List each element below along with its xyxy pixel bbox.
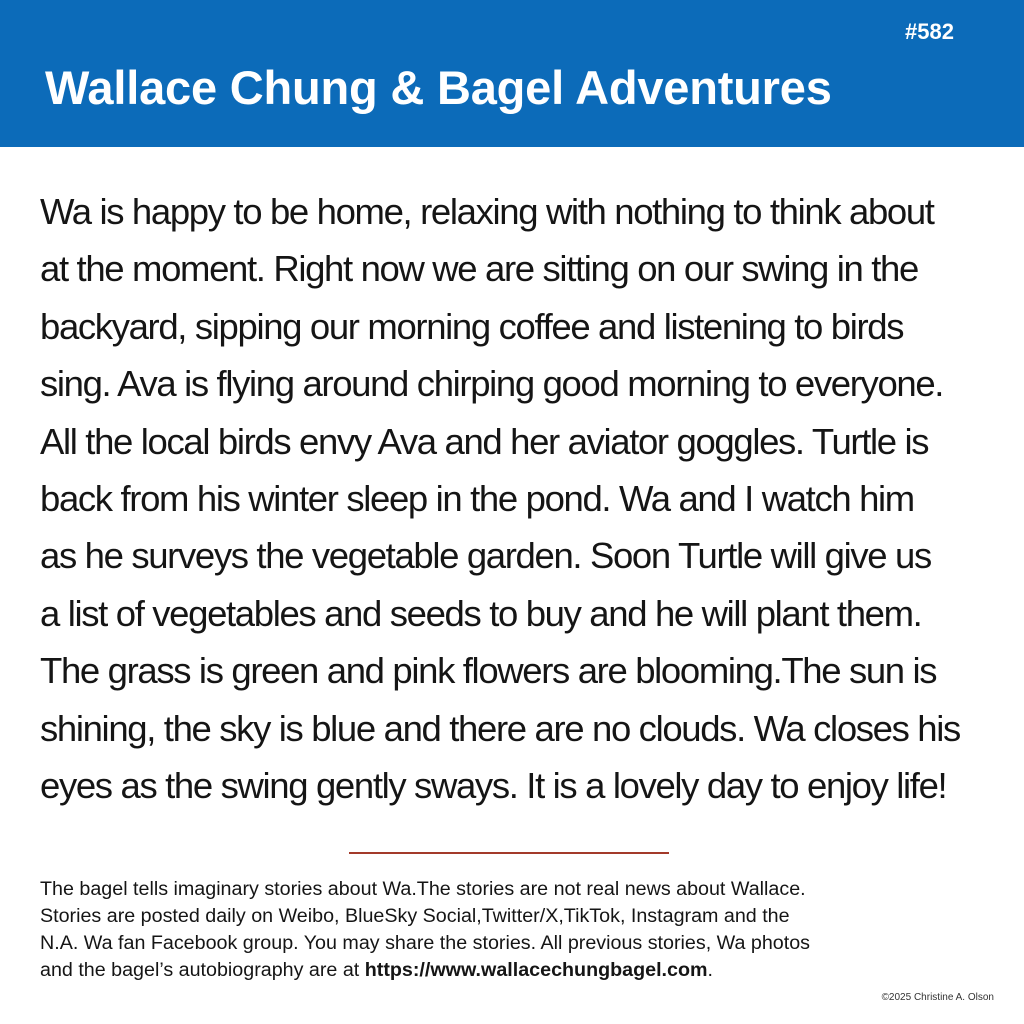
- footer-link-prefix: and the bagel’s autobiography are at: [40, 959, 365, 981]
- story-line: back from his winter sleep in the pond. Wa and I watch him: [40, 477, 914, 519]
- footer-line: The bagel tells imaginary stories about Wa.The stories are not real news about Wallace.: [40, 878, 806, 900]
- story-line: shining, the sky is blue and there are no clouds. Wa closes his: [40, 707, 960, 749]
- story-line: at the moment. Right now we are sitting on our swing in the: [40, 248, 918, 290]
- story-text: [40, 183, 1008, 814]
- story-line: as he surveys the vegetable garden. Soon Turtle will give us: [40, 535, 931, 577]
- story-line: sing. Ava is flying around chirping good morning to everyone.: [40, 363, 944, 405]
- section-divider: [349, 852, 669, 854]
- story-number: #582: [905, 19, 954, 44]
- footer-disclaimer: [40, 876, 1000, 984]
- header-banner: [0, 0, 1024, 147]
- page-title: Wallace Chung & Bagel Adventures: [45, 61, 832, 114]
- footer-line: N.A. Wa fan Facebook group. You may share the stories. All previous stories, Wa photos: [40, 932, 811, 954]
- story-line: All the local birds envy Ava and her aviator goggles. Turtle is: [40, 420, 929, 462]
- footer-last-line: [40, 957, 1000, 984]
- footer-link-suffix: .: [707, 959, 713, 981]
- story-line: The grass is green and pink flowers are blooming.The sun is: [40, 650, 937, 692]
- story-line: eyes as the swing gently sways. It is a lovely day to enjoy life!: [40, 764, 947, 806]
- story-line: a list of vegetables and seeds to buy and he will plant them.: [40, 592, 922, 634]
- story-line: Wa is happy to be home, relaxing with nothing to think about: [40, 191, 934, 232]
- footer-line: Stories are posted daily on Weibo, BlueSky Social,Twitter/X,TikTok, Instagram and the: [40, 905, 790, 927]
- website-link[interactable]: https://www.wallacechungbagel.com: [364, 959, 708, 981]
- story-line: backyard, sipping our morning coffee and listening to birds: [40, 305, 904, 347]
- copyright-notice: ©2025 Christine A. Olson: [881, 992, 994, 1003]
